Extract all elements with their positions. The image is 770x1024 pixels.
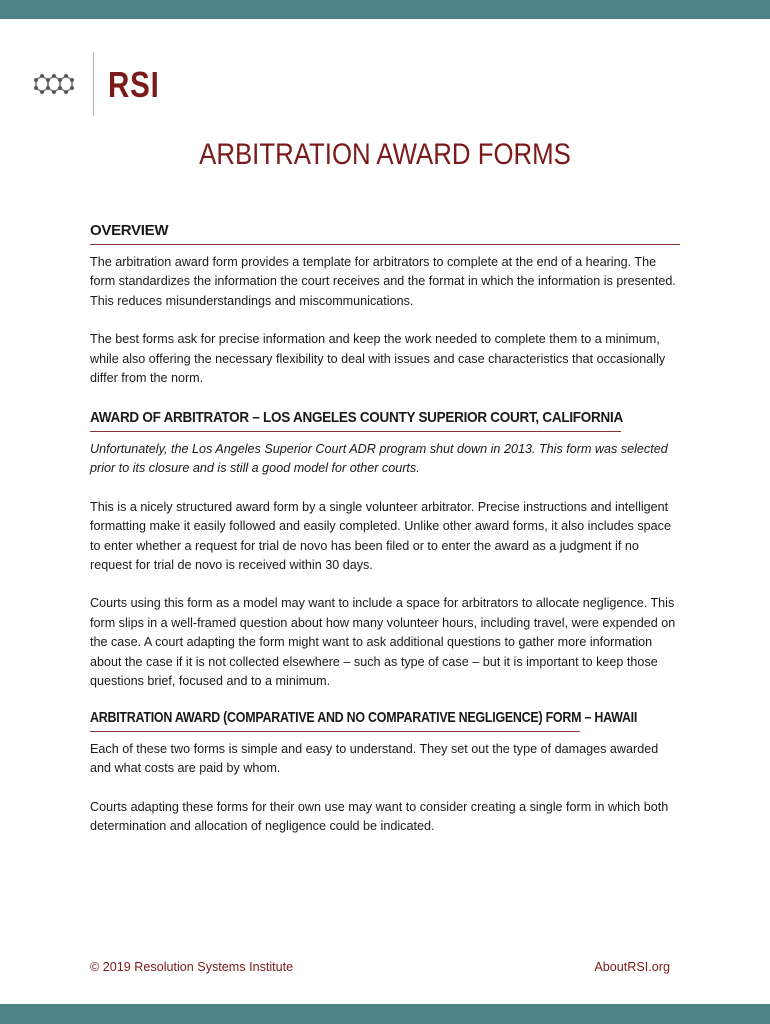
section-heading: OVERVIEW (90, 222, 680, 245)
section-overview (90, 222, 680, 388)
paragraph: Each of these two forms is simple and easy to understand. They set out the type of damages awarded and what costs are paid by whom. (90, 742, 659, 776)
section-heading: ARBITRATION AWARD (COMPARATIVE AND NO COMPARATIVE NEGLIGENCE) FORM – HAWAII (90, 709, 580, 732)
top-color-bar (0, 0, 770, 19)
paragraph: This is a nicely structured award form by a single volunteer arbitrator. Precise instructions and intelligent formatting make it easily followed and easily completed. Unlike other award forms, it also includes space to enter whether a request for trial de novo has been filed or to enter the award as a judgment if no request for trial de novo is received within 30 days. (90, 499, 671, 573)
bottom-color-bar (0, 1004, 770, 1024)
italic-note: Unfortunately, the Los Angeles Superior Court ADR program shut down in 2013. This form was selected prior to its closure and is still a good model for other courts. (90, 442, 668, 476)
logo-divider (93, 52, 94, 116)
section-heading: AWARD OF ARBITRATOR – LOS ANGELES COUNTY SUPERIOR COURT, CALIFORNIA (90, 409, 621, 432)
rsi-hexagon-logo-icon (30, 72, 78, 98)
paragraph: The arbitration award form provides a template for arbitrators to complete at the end of a hearing. The form standardizes the information the court receives and the format in which the information is presented. This reduces misunderstandings and miscommunications. (90, 255, 676, 308)
footer-copyright: © 2019 Resolution Systems Institute (90, 960, 294, 974)
section-los-angeles (90, 409, 680, 691)
rsi-logo-text: RSI (108, 64, 160, 105)
paragraph: Courts adapting these forms for their own use may want to consider creating a single form in which both determination and allocation of negligence could be indicated. (90, 799, 669, 834)
paragraph: The best forms ask for precise information and keep the work needed to complete them to a minimum, while also offering the necessary flexibility to deal with issues and case characteristics that occasionally differ from the norm. (90, 332, 666, 386)
paragraph: Courts using this form as a model may want to include a space for arbitrators to allocate negligence. This form slips in a well-framed question about how many volunteer hours, including travel, were expended on the case. A court adapting the form might want to ask additional questions to gather more information about the case if it is not collected elsewhere – such as type of case – but it is important to keep those questions brief, focused and to a minimum. (90, 596, 676, 689)
section-hawaii (90, 709, 680, 837)
page-title: ARBITRATION AWARD FORMS (199, 138, 571, 171)
footer-website-link[interactable]: AboutRSI.org (594, 960, 670, 974)
